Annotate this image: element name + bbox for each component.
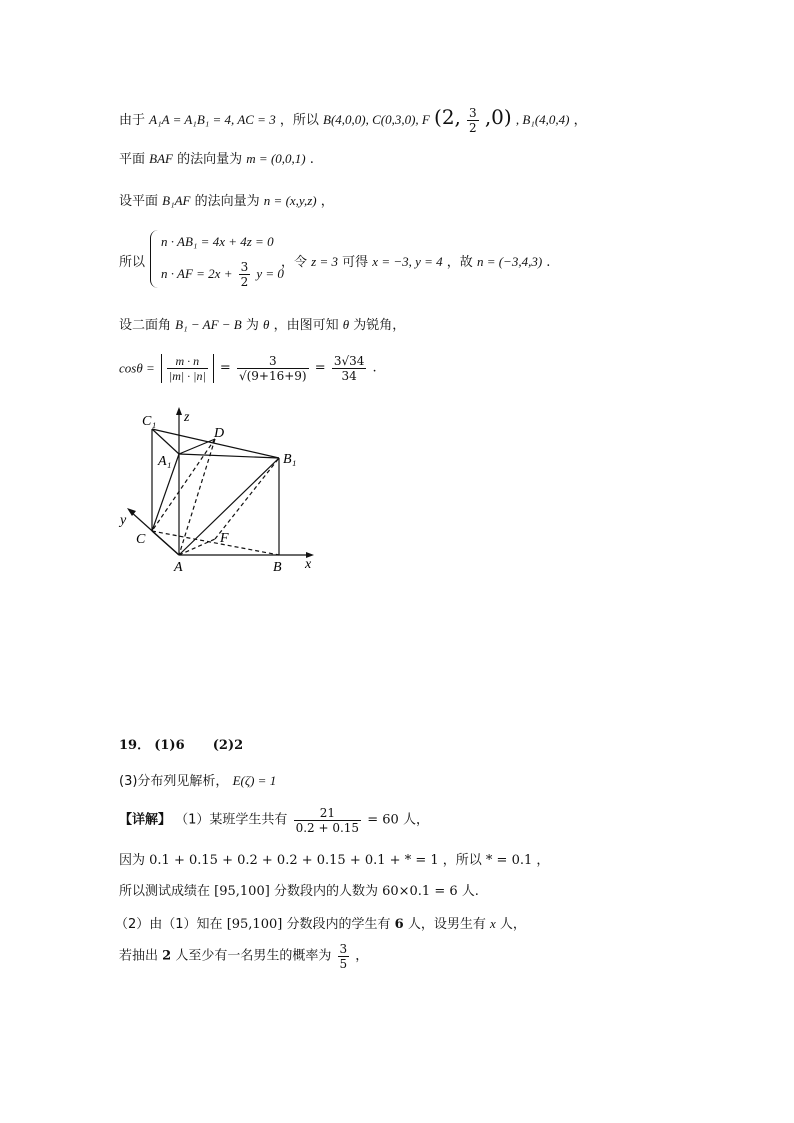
equation-2 [161,260,284,289]
text-mid: 的法向量为 [177,152,243,167]
d4-prefix: （2）由（1）知在 [115,917,223,932]
math-b1-point: , B₁(4,0,4) [515,112,570,127]
solution-line-cosine [119,354,377,400]
text-prefix: 设平面 [119,194,159,209]
d5-mid: 人至少有一名男生的概率为 [175,948,332,964]
plane-name: BAF [149,151,173,166]
math-n-vector: n = (x,y,z) [263,193,317,208]
d3-suffix: 人. [461,884,479,899]
solution-line-normal-m [119,150,314,169]
d2-prefix: 因为 [119,853,146,868]
solution-line-normal-n [119,192,334,211]
solution-line-dihedral [119,316,405,335]
frac-den: √(9+16+9) [238,369,307,383]
label-z: z [184,410,190,425]
q19-ans3-prefix: (3)分布列见解析， [119,774,229,789]
system-conclusion [281,251,550,270]
text-mid1: ，令 [281,255,308,270]
frac-num: 3 [240,260,249,274]
label-y: y [120,513,127,528]
equals: = [219,360,231,376]
q19-answer-header [119,737,243,755]
d2-math: 0.1 + 0.15 + 0.2 + 0.2 + 0.15 + 0.1 + * = 1 [149,853,439,868]
paren-close: ,0) [484,105,512,129]
prism-figure [116,405,326,580]
text-mid: ，所以 [279,113,319,128]
dashed-c-b [152,531,279,555]
detail-tag: 【详解】 [119,812,172,828]
text-prefix: 平面 [119,152,146,167]
text-prefix: 设二面角 [119,318,172,333]
edge-c-a [152,531,179,555]
abs-inner-fraction [167,354,208,383]
frac-num: m · n [167,354,208,369]
label-d: D [214,426,225,441]
d5-num: 2 [162,948,172,964]
abs-fraction [161,354,214,383]
math-m-vector: m = (0,0,1) [246,151,306,166]
equation-1: n · AB₁ = 4x + 4z = 0 [161,234,274,249]
q19-number: 19． [119,738,151,753]
fraction-3-over-sqrt34 [237,354,309,383]
d4-x: x [489,916,496,931]
d4-range: [95,100] [226,917,283,932]
frac-den: 0.2 + 0.15 [295,821,360,835]
text-suffix: . [309,152,314,167]
theta2: θ [342,317,350,332]
d4-num: 6 [394,917,404,932]
q19-detail-3 [119,883,479,901]
solution-line-coordinates [119,106,587,135]
text-mid3: ，故 [446,255,473,270]
left-brace [150,230,159,288]
text-suffix: ， [573,113,587,128]
text-suffix: . [546,255,551,270]
label-b: B [273,560,282,575]
eq2-fraction [239,260,251,289]
d3-range: [95,100] [214,884,270,899]
detail-suffix: 人， [402,812,429,828]
q19-detail-1 [119,806,429,846]
edge-c1-a1 [152,429,179,454]
label-c: C [136,532,146,547]
d5-suffix: ， [355,948,369,964]
text-mid2: ，由图可知 [273,318,339,333]
label-b1: B₁ [283,452,297,467]
text-suffix: . [372,360,377,376]
fraction-21 [294,806,362,835]
q19-ans3-line [119,772,276,791]
frac-den: 2 [469,121,477,135]
equation-system-line [119,228,679,292]
fraction-result [332,354,367,383]
paren-open: (2, [434,105,461,129]
q19-ans1: (1)6 [154,738,185,753]
theta: θ [263,317,270,332]
frac-num: 3√34 [333,354,365,368]
fraction-3-5 [338,942,350,971]
q19-detail-5 [119,942,368,982]
text-prefix: 由于 [119,113,146,128]
label-a: A [174,560,183,575]
d3-mid: 分数段内的人数为 [273,884,378,899]
d4-mid: 分数段内的学生有 [286,917,391,932]
d4-suffix: 人， [499,917,526,932]
detail-text: （1）某班学生共有 [175,812,288,828]
frac-den: 34 [341,369,357,383]
d5-prefix: 若抽出 [119,948,159,964]
eq2-left: n · AF = 2x + [161,266,233,281]
label-c1: C₁ [142,414,157,429]
d4-mid2: 人，设男生有 [407,917,486,932]
angle-name: B₁ − AF − B [175,317,242,332]
cos-lhs: cosθ = [119,360,155,376]
d2-math2: * = 0.1 [485,853,533,868]
d3-prefix: 所以测试成绩在 [119,884,211,899]
label-f: F [220,531,229,546]
dashed-d-c [152,439,215,531]
q19-ans2: (2)2 [212,738,244,753]
text-mid: 为 [245,318,259,333]
eq2-right: y = 0 [256,266,284,281]
detail-result: = 60 [367,812,399,828]
math-lengths: A₁A = A₁B₁ = 4, AC = 3 [149,112,276,127]
q19-detail-4 [115,915,526,934]
label-x: x [305,557,312,572]
frac-den: |m| · |n| [168,369,206,383]
frac-num: 21 [294,806,362,821]
text-prefix: 所以 [119,255,146,270]
frac-den: 5 [339,957,348,971]
d2-mid: ，所以 [442,853,482,868]
frac-num: 3 [469,106,477,120]
plane-name: B₁AF [162,193,191,208]
text-suffix: ， [320,194,334,209]
text-mid: 的法向量为 [194,194,260,209]
text-suffix: 为锐角， [353,318,406,333]
equals-2: = [314,360,326,376]
d2-suffix: ， [536,853,550,868]
text-mid2: 可得 [342,255,369,270]
math-points: B(4,0,0), C(0,3,0), F [323,112,430,127]
result: x = −3, y = 4 [372,254,443,269]
final-vector: n = (−3,4,3) [476,254,543,269]
q19-ans3-math: E(ζ) = 1 [232,773,277,788]
label-a1: A₁ [158,454,172,469]
frac-num: 3 [339,942,348,956]
frac-num: 3 [237,354,309,369]
d3-math: 60×0.1 = 6 [382,884,458,899]
z-axis-arrow [176,407,182,415]
dashed-f-b1 [215,458,279,539]
frac-den: 2 [240,275,249,289]
fraction-three-halves [467,106,479,135]
condition: z = 3 [311,254,338,269]
q19-detail-2 [119,852,549,870]
